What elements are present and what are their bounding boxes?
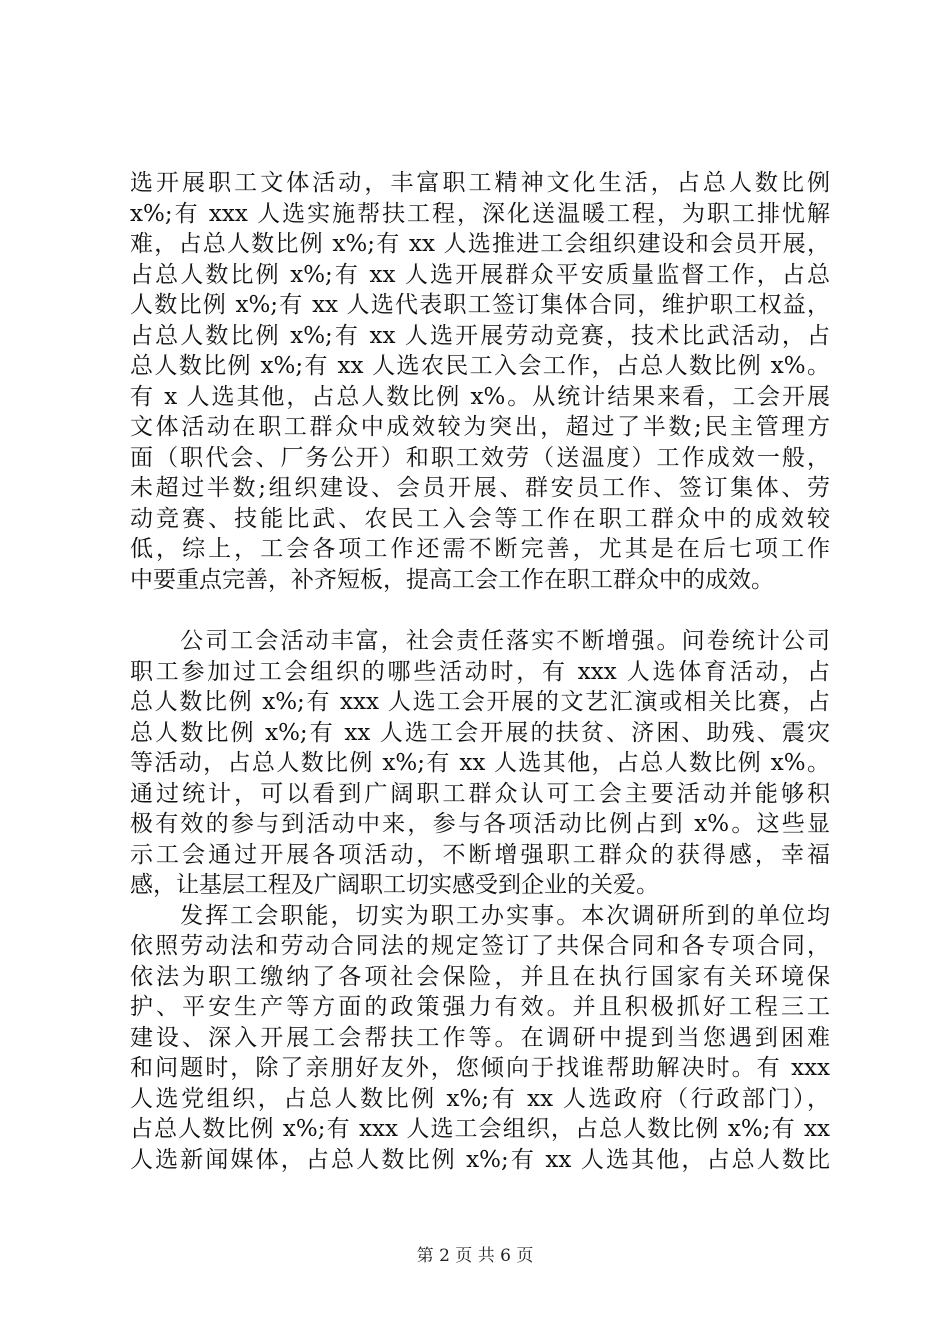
text-line: 占总人数比例 x%;有 xxx 人选工会组织，占总人数比例 x%;有 xx	[130, 1116, 830, 1142]
document-body	[130, 168, 830, 1175]
text-line: 选开展职工文体活动，丰富职工精神文化生活，占总人数比例	[130, 170, 830, 196]
text-line: 文体活动在职工群众中成效较为突出，超过了半数;民主管理方	[130, 414, 830, 440]
text-line: 总人数比例 x%;有 xx 人选农民工入会工作，占总人数比例 x%。	[130, 353, 830, 379]
text-line: 等活动，占总人数比例 x%;有 xx 人选其他，占总人数比例 x%。	[130, 750, 830, 776]
text-line: 建设、深入开展工会帮扶工作等。在调研中提到当您遇到困难	[130, 1024, 830, 1051]
text-line: 人选党组织，占总人数比例 x%;有 xx 人选政府（行政部门），	[130, 1085, 830, 1112]
text-line: 和问题时，除了亲朋好友外，您倾向于找谁帮助解决时。有 xxx	[130, 1055, 830, 1081]
text-line: 人数比例 x%;有 xx 人选代表职工签订集体合同，维护职工权益，	[130, 292, 830, 318]
text-line: 中要重点完善，补齐短板，提高工会工作在职工群众中的成效。	[130, 566, 774, 593]
paragraph-union-functions	[130, 901, 830, 1176]
paragraph-spacer	[130, 595, 830, 626]
text-line: 依法为职工缴纳了各项社会保险，并且在执行国家有关环境保	[130, 963, 830, 990]
text-line: 占总人数比例 x%;有 xx 人选开展劳动竞赛，技术比武活动，占	[130, 322, 830, 349]
text-line: 难，占总人数比例 x%;有 xx 人选推进工会组织建设和会员开展，	[130, 231, 830, 257]
text-line: 发挥工会职能，切实为职工办实事。本次调研所到的单位均	[130, 902, 830, 929]
text-line: 感，让基层工程及广阔职工切实感受到企业的关爱。	[130, 872, 659, 898]
text-line: 示工会通过开展各项活动，不断增强职工群众的获得感，幸福	[130, 841, 830, 868]
text-line: 极有效的参与到活动中来，参与各项活动比例占到 x%。这些显	[130, 811, 830, 837]
text-line: 总人数比例 x%;有 xx 人选工会开展的扶贫、济困、助残、震灾	[130, 719, 830, 746]
paragraph-statistics-results	[130, 168, 830, 595]
text-line: 职工参加过工会组织的哪些活动时，有 xxx 人选体育活动，占	[130, 658, 830, 685]
page-number-footer: 第 2 页 共 6 页	[416, 1246, 534, 1266]
text-line: 人选新闻媒体，占总人数比例 x%;有 xx 人选其他，占总人数比	[130, 1146, 830, 1173]
text-line: 总人数比例 x%;有 xxx 人选工会开展的文艺汇演或相关比赛，占	[130, 689, 830, 715]
text-line: 依照劳动法和劳动合同法的规定签订了共保合同和各专项合同，	[130, 933, 830, 959]
text-line: 低，综上，工会各项工作还需不断完善，尤其是在后七项工作	[130, 536, 830, 562]
text-line: 占总人数比例 x%;有 xx 人选开展群众平安质量监督工作，占总	[130, 261, 830, 288]
text-line: 公司工会活动丰富，社会责任落实不断增强。问卷统计公司	[130, 628, 830, 654]
text-line: x%;有 xxx 人选实施帮扶工程，深化送温暖工程，为职工排忧解	[130, 200, 830, 227]
text-line: 有 x 人选其他，占总人数比例 x%。从统计结果来看，工会开展	[130, 383, 830, 410]
text-line: 未超过半数;组织建设、会员开展、群安员工作、签订集体、劳	[130, 475, 830, 501]
paragraph-union-activities	[130, 626, 830, 901]
text-line: 动竞赛、技能比武、农民工入会等工作在职工群众中的成效较	[130, 505, 830, 532]
text-line: 通过统计，可以看到广阔职工群众认可工会主要活动并能够积	[130, 780, 830, 807]
text-line: 面（职代会、厂务公开）和职工效劳（送温度）工作成效一般，	[130, 444, 830, 471]
text-line: 护、平安生产等方面的政策强力有效。并且积极抓好工程三工	[130, 994, 830, 1020]
